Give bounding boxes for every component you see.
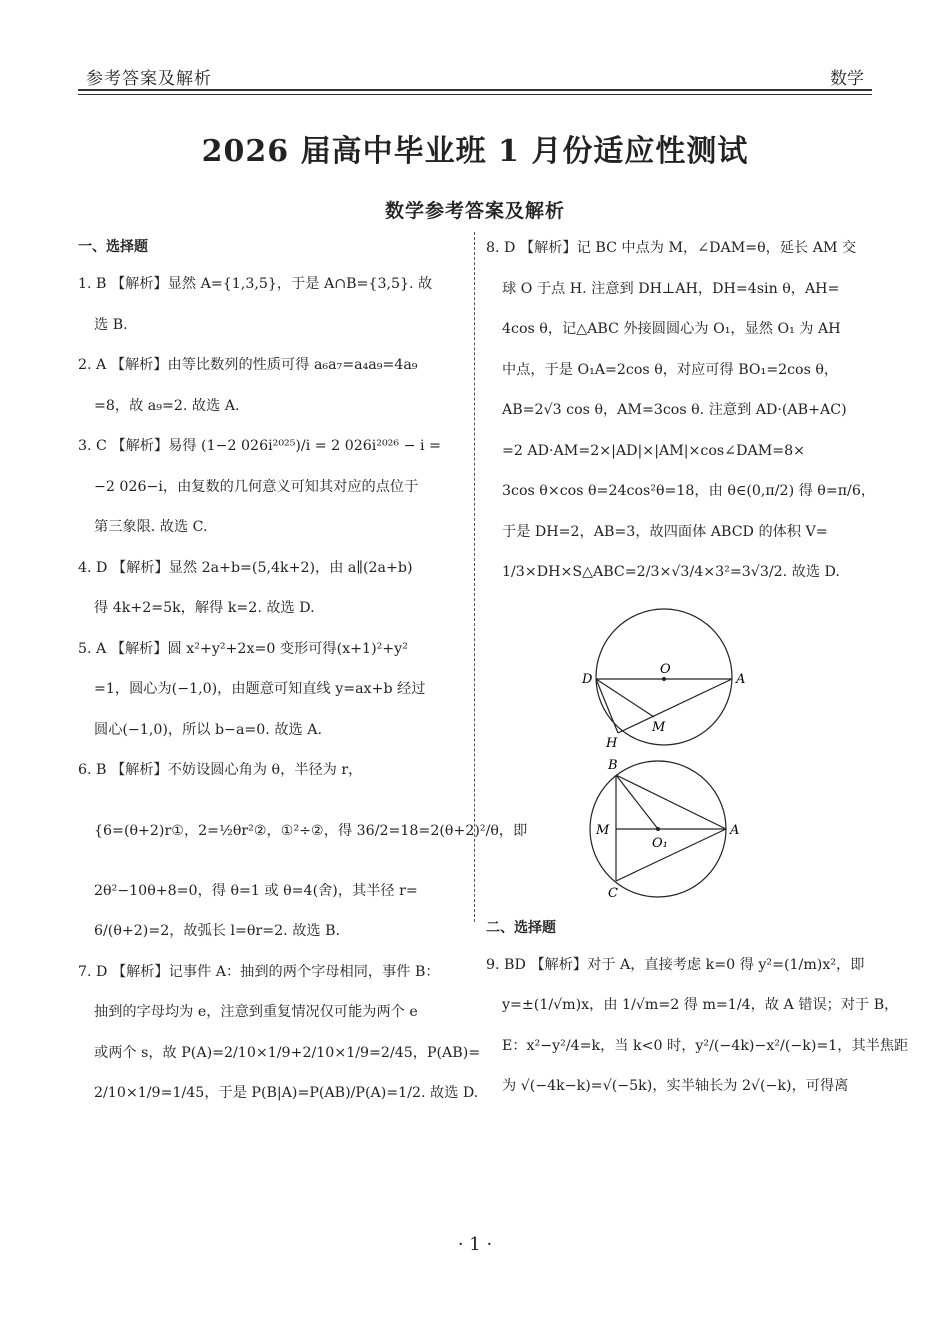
answer-line: 于是 DH=2，AB=3，故四面体 ABCD 的体积 V= — [502, 523, 828, 540]
section-heading: 一、选择题 — [78, 239, 148, 255]
page-title: 2026 届高中毕业班 1 月份适应性测试 — [201, 134, 749, 169]
answer-line: 5. A 【解析】圆 x²+y²+2x=0 变形可得(x+1)²+y² — [78, 640, 408, 657]
answer-line: =1，圆心为(−1,0)，由题意可知直线 y=ax+b 经过 — [94, 681, 426, 697]
label-H: H — [606, 735, 618, 751]
header-left-text: 参考答案及解析 — [86, 69, 212, 89]
segment-HA — [618, 679, 732, 733]
answer-line: 9. BD 【解析】对于 A，直接考虑 k=0 得 y²=(1/m)x²，即 — [486, 956, 865, 973]
label-M-top: M — [652, 719, 666, 735]
column-divider — [474, 232, 475, 922]
answer-line: 圆心(−1,0)，所以 b−a=0. 故选 A. — [94, 721, 322, 738]
answer-line: AB=2√3 cos θ，AM=3cos θ. 注意到 AD·(AB+AC) — [502, 402, 847, 418]
label-O1: O₁ — [652, 835, 668, 851]
answer-line: 2. A 【解析】由等比数列的性质可得 a₆a₇=a₄a₉=4a₉ — [78, 357, 418, 373]
answer-line: =8，故 a₉=2. 故选 A. — [94, 397, 240, 414]
header-subject: 数学 — [830, 69, 864, 89]
label-A: A — [736, 671, 746, 687]
answer-line: 球 O 于点 H. 注意到 DH⊥AH，DH=4sin θ，AH= — [502, 280, 840, 297]
answer-line: 1. B 【解析】显然 A={1,3,5}，于是 A∩B={3,5}. 故 — [78, 276, 433, 292]
answer-line: 得 4k+2=5k，解得 k=2. 故选 D. — [94, 600, 315, 616]
answer-line: 抽到的字母均为 e，注意到重复情况仅可能为两个 e — [94, 1004, 418, 1020]
label-D: D — [582, 671, 593, 687]
label-C: C — [608, 885, 618, 901]
answer-line: y=±(1/√m)x，由 1/√m=2 得 m=1/4，故 A 错误；对于 B， — [502, 997, 899, 1013]
answer-line: 3cos θ×cos θ=24cos²θ=18，由 θ∈(0,π/2) 得 θ=π/6， — [502, 483, 876, 499]
header-rule-thin — [78, 94, 872, 95]
center-O — [662, 677, 666, 681]
geometry-diagram — [576, 619, 756, 909]
label-O: O — [660, 661, 671, 677]
answer-line: −2 026−i，由复数的几何意义可知其对应的点位于 — [94, 478, 419, 495]
header-rule-thick — [78, 89, 872, 91]
answer-line: 第三象限. 故选 C. — [94, 519, 208, 535]
equation-system: {6=(θ+2)r①，2=½θr²②，①²÷②，得 36/2=18=2(θ+2)²/θ，即 — [94, 822, 528, 839]
answer-line: 2/10×1/9=1/45，于是 P(B|A)=P(AB)/P(A)=1/2. 故选 D. — [94, 1085, 479, 1101]
segment-BO1 — [616, 775, 658, 829]
segment-BA — [616, 775, 726, 829]
geometry-figure — [486, 619, 874, 909]
answer-line: 或两个 s，故 P(A)=2/10×1/9+2/10×1/9=2/45，P(AB)= — [94, 1044, 481, 1061]
answer-line: 4cos θ，记△ABC 外接圆圆心为 O₁，显然 O₁ 为 AH — [502, 321, 841, 337]
answer-line: 中点，于是 O₁A=2cos θ，对应可得 BO₁=2cos θ， — [502, 361, 839, 378]
answer-line: =2 AD·AM=2×|AD|×|AM|×cos∠DAM=8× — [502, 442, 806, 459]
page-subtitle: 数学参考答案及解析 — [384, 200, 565, 222]
answer-line: 为 √(−4k−k)=√(−5k)，实半轴长为 2√(−k)，可得离 — [502, 1078, 849, 1094]
label-M-bottom: M — [596, 822, 610, 838]
answer-line: 7. D 【解析】记事件 A：抽到的两个字母相同，事件 B： — [78, 963, 440, 980]
answer-line: 6. B 【解析】不妨设圆心角为 θ，半径为 r， — [78, 762, 363, 778]
page-header — [78, 58, 872, 88]
answer-line: 4. D 【解析】显然 2a+b=(5,4k+2)，由 a∥(2a+b) — [78, 559, 413, 576]
section-heading: 二、选择题 — [486, 919, 556, 936]
label-B: B — [608, 757, 618, 773]
answer-line: 6/(θ+2)=2，故弧长 l=θr=2. 故选 B. — [94, 923, 341, 939]
page-number: · 1 · — [457, 1234, 493, 1255]
answer-line: 2θ²−10θ+8=0，得 θ=1 或 θ=4(舍)，其半径 r= — [94, 882, 418, 899]
answer-line: 选 B. — [94, 316, 128, 333]
label-A-bottom: A — [730, 822, 740, 838]
segment-DH — [596, 679, 618, 733]
answer-line: 1/3×DH×S△ABC=2/3×√3/4×3²=3√3/2. 故选 D. — [502, 564, 840, 580]
center-O1 — [656, 827, 660, 831]
answer-line: 3. C 【解析】易得 (1−2 026i²⁰²⁵)/i = 2 026i²⁰²⁶ − i = — [78, 438, 441, 454]
right-column — [486, 228, 909, 1107]
answer-line: 8. D 【解析】记 BC 中点为 M，∠DAM=θ，延长 AM 交 — [486, 240, 857, 256]
answer-line: E：x²−y²/4=k，当 k<0 时，y²/(−4k)−x²/(−k)=1，其半焦距 — [502, 1037, 909, 1054]
